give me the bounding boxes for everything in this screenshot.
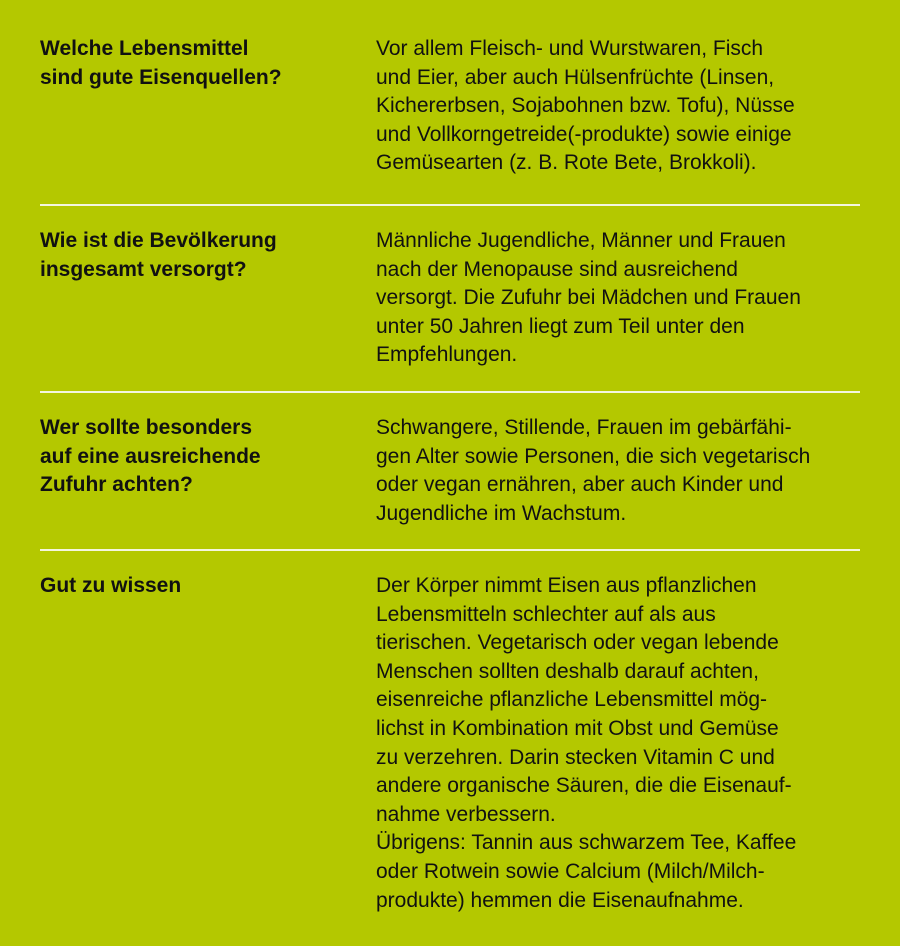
faq-question: Welche Lebensmittel sind gute Eisenquellen? bbox=[40, 37, 282, 89]
faq-row-iron-sources bbox=[40, 30, 900, 204]
faq-answer: Männliche Jugendliche, Männer und Frauen nach der Menopause sind ausreichend versorgt. Die Zufuhr bei Mädchen und Frauen unter 50 Jahren liegt zum Teil unter den Empfehlungen. bbox=[376, 229, 801, 367]
faq-answer: Vor allem Fleisch- und Wurstwaren, Fisch und Eier, aber auch Hülsenfrüchte (Linsen, Kichererbsen, Sojabohnen bzw. Tofu), Nüsse und Vollkorngetreide(-produkte) sowie einige Gemüsearten (z. B. Rote Bete, Brokkoli). bbox=[376, 37, 795, 175]
faq-question: Wer sollte besonders auf eine ausreichende Zufuhr achten? bbox=[40, 416, 261, 497]
faq-row-population-supply bbox=[40, 206, 900, 391]
faq-answer: Schwangere, Stillende, Frauen im gebärfähi- gen Alter sowie Personen, die sich vegetarisch oder vegan ernähren, aber auch Kinder und Jugendliche im Wachstum. bbox=[376, 416, 811, 525]
faq-question: Wie ist die Bevölkerung insgesamt versorgt? bbox=[40, 229, 277, 281]
faq-row-risk-groups bbox=[40, 393, 900, 549]
iron-faq-table bbox=[40, 30, 900, 915]
faq-question: Gut zu wissen bbox=[40, 574, 182, 597]
faq-row-good-to-know bbox=[40, 551, 900, 915]
faq-answer: Der Körper nimmt Eisen aus pflanzlichen Lebensmitteln schlechter auf als aus tierischen. Vegetarisch oder vegan lebende Menschen sollten deshalb darauf achten, eisenreiche pflanzliche Lebensmittel mög- lichst in Kombination mit Obst und Gemüse zu verzehren. Darin stecken Vitamin C und andere organische Säuren, die die Eisenauf- nahme verbessern. Übrigens: Tannin aus schwarzem Tee, Kaffee oder Rotwein sowie Calcium (Milch/Milch- produkte) hemmen die Eisenaufnahme. bbox=[376, 574, 797, 912]
